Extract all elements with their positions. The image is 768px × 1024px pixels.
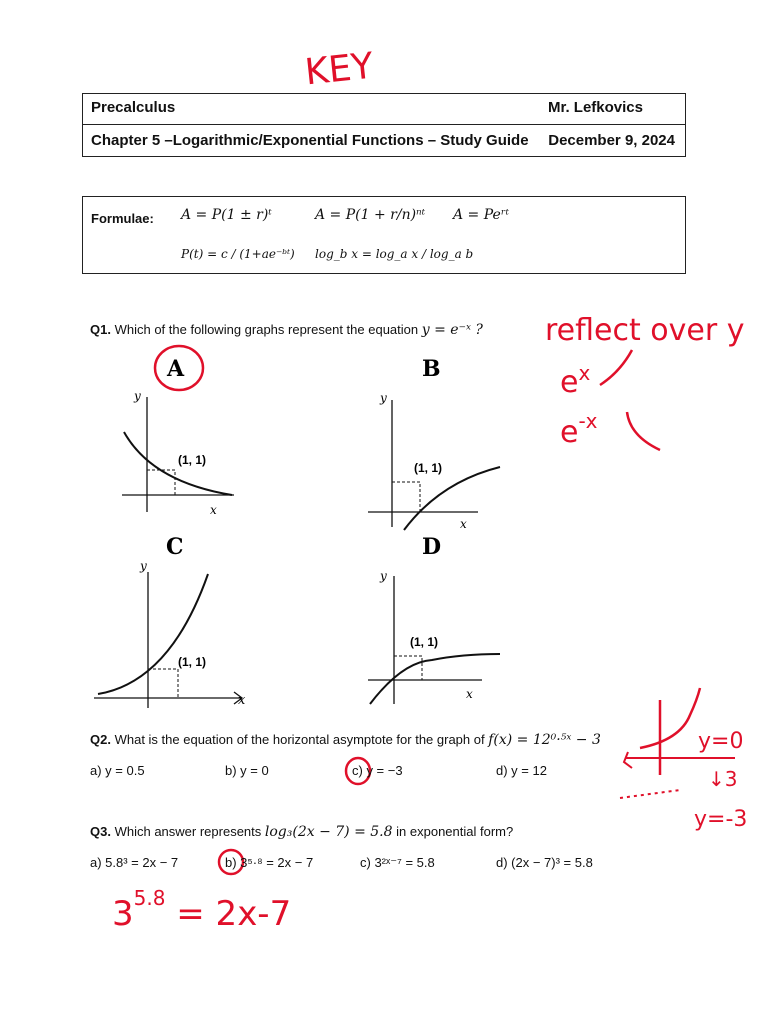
header-box: [82, 93, 686, 157]
q3-choice-c: c) 3²ˣ⁻⁷ = 5.8: [360, 855, 435, 870]
q2-number: Q2.: [90, 732, 111, 747]
graph-b-letter: B: [422, 356, 441, 382]
q3-work: $3^{5.8} = 2x-7$: [112, 886, 292, 934]
q3-text: Which answer represents: [114, 824, 262, 839]
q3-choice-a: a) 5.8³ = 2x − 7: [90, 855, 179, 870]
q2-note-yneg3: y=-3: [694, 807, 748, 832]
q1-note-enx: $e^{-x}$: [560, 409, 598, 450]
graph-a-xlabel: x: [210, 503, 217, 517]
graph-a-point: (1, 1): [178, 453, 207, 467]
graph-b-ylabel: y: [380, 391, 387, 405]
formulae-box: [82, 196, 686, 274]
graph-d-xlabel: x: [466, 687, 473, 701]
graph-d: [362, 532, 512, 712]
q2-text: What is the equation of the horizontal asymptote for the graph of: [114, 732, 485, 747]
graph-b: [360, 352, 510, 532]
teacher-name: Mr. Lefkovics: [547, 99, 643, 116]
q3-choice-b: b) 3⁵·⁸ = 2x − 7: [225, 855, 314, 870]
graph-c-point: (1, 1): [178, 655, 207, 669]
header-divider: [83, 124, 685, 125]
graph-c-ylabel: y: [140, 559, 147, 573]
q1-text: Which of the following graphs represent the equation: [114, 322, 419, 337]
formulae-label: Formulae:: [91, 211, 154, 226]
graph-d-point: (1, 1): [410, 635, 439, 649]
graph-d-letter: D: [422, 534, 442, 560]
q1-number: Q1.: [90, 322, 111, 337]
formula-growth: A = P(1 ± r)ᵗ: [181, 207, 272, 223]
q2-sketch-asymptote: [620, 790, 680, 798]
q3-text2: in exponential form?: [396, 824, 514, 839]
graph-b-curve: [404, 467, 500, 530]
graph-a: [112, 352, 262, 527]
q2-note-down3: ↓3: [708, 767, 738, 791]
q1-prompt: [90, 322, 483, 338]
q3-number: Q3.: [90, 824, 111, 839]
graph-b-xlabel: x: [460, 517, 467, 531]
guide-date: December 9, 2024: [548, 132, 675, 149]
q1-note-reflect: reflect over y: [545, 313, 745, 348]
q3-equation: log₃(2x − 7) = 5.8: [264, 824, 393, 840]
guide-title: Chapter 5 –Logarithmic/Exponential Functions – Study Guide: [91, 132, 529, 149]
graph-a-ylabel: y: [134, 389, 141, 403]
q1-note-ex: $e^x$: [560, 361, 591, 400]
q2-choice-c: c) y = −3: [352, 763, 403, 778]
q1-note-ex-curve: [600, 350, 632, 385]
formula-compound: A = P(1 + r/n)ⁿᵗ: [315, 207, 426, 223]
key-mark: KEY: [303, 45, 376, 94]
course-name: Precalculus: [91, 99, 176, 116]
graph-a-letter: A: [167, 356, 185, 382]
q2-note-y0: y=0: [698, 729, 744, 754]
q2-choice-a: a) y = 0.5: [90, 763, 145, 778]
graph-c-xlabel: x: [238, 693, 246, 708]
q2-choice-b: b) y = 0: [225, 763, 269, 778]
graph-c-letter: C: [166, 534, 184, 560]
q2-equation: f(x) = 12⁰·⁵ˣ − 3: [488, 732, 601, 748]
graph-d-curve: [370, 654, 500, 704]
q1-equation: y = e⁻ˣ ?: [421, 322, 483, 338]
q2-sketch-curve: [640, 688, 700, 748]
q2-sketch-arrow: [624, 752, 632, 768]
formula-logistic: P(t) = c / (1+ae⁻ᵇᵗ): [181, 247, 295, 261]
graph-b-point: (1, 1): [414, 461, 443, 475]
q3-choice-d: d) (2x − 7)³ = 5.8: [496, 855, 593, 870]
q2-choice-d: d) y = 12: [496, 763, 547, 778]
q2-prompt: [90, 732, 601, 748]
graph-d-ylabel: y: [380, 569, 387, 583]
graph-c-curve: [98, 574, 208, 694]
q1-note-enx-curve: [627, 412, 660, 450]
formula-continuous: A = Peʳᵗ: [453, 207, 510, 223]
q3-prompt: [90, 824, 513, 840]
graph-c: [90, 532, 260, 712]
formula-change-of-base: log_b x = log_a x / log_a b: [315, 247, 474, 261]
